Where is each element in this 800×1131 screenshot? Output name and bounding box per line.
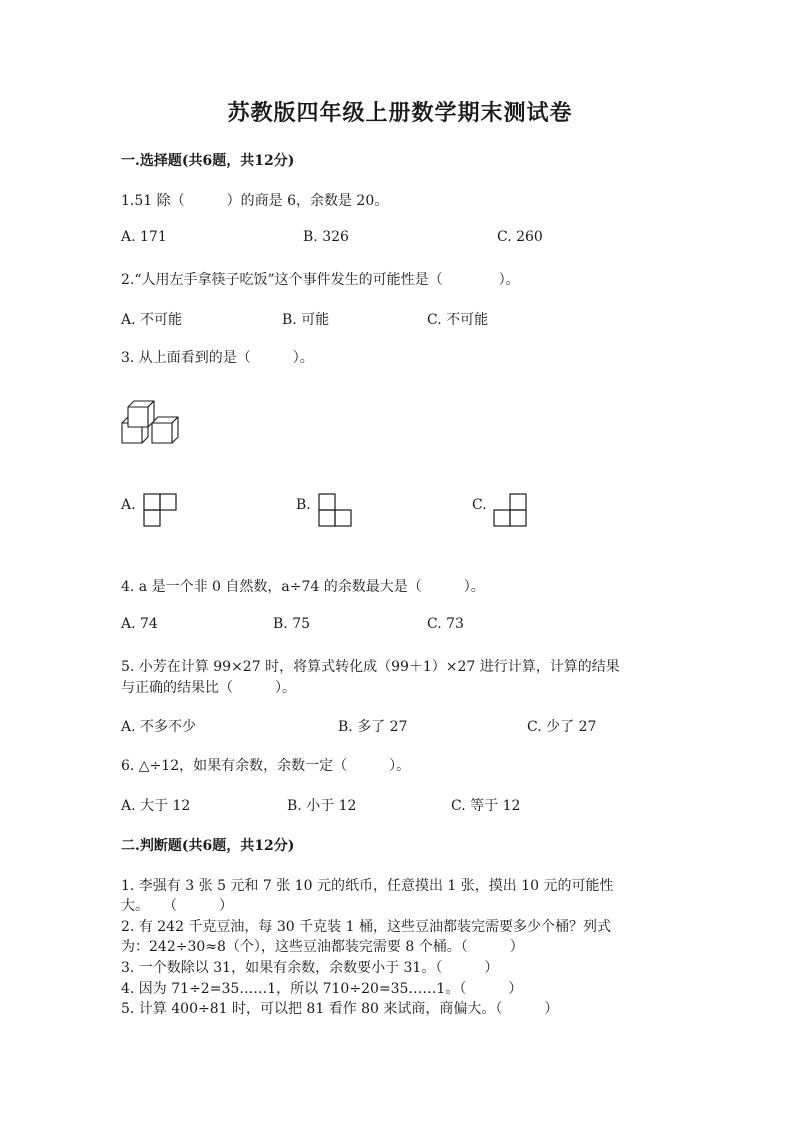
question-5-option-c: C. 少了 27 — [527, 719, 597, 735]
question-1-option-b: B. 326 — [303, 229, 349, 245]
page-title: 苏教版四年级上册数学期末测试卷 — [227, 100, 573, 126]
judge-3: 3. 一个数除以 31，如果有余数，余数要小于 31。（ ） — [121, 960, 499, 976]
question-4-text: 4. a 是一个非 0 自然数，a÷74 的余数最大是（ ）。 — [121, 579, 485, 595]
question-3-text: 3. 从上面看到的是（ ）。 — [121, 350, 314, 366]
question-5-text-line-1: 5. 小芳在计算 99×27 时，将算式转化成（99＋1）×27 进行计算，计算的结果 — [121, 659, 620, 675]
top-view-option-b — [318, 493, 353, 528]
judge-5: 5. 计算 400÷81 时，可以把 81 看作 80 来试商，商偏大。（ ） — [121, 1001, 559, 1017]
top-view-option-a — [143, 493, 178, 528]
question-5-option-a: A. 不多不少 — [121, 719, 197, 735]
judge-1-line-1: 1. 李强有 3 张 5 元和 7 张 10 元的纸币，任意摸出 1 张，摸出 10 元的可能性 — [121, 878, 614, 894]
question-3-option-b: B. — [296, 497, 311, 513]
question-2-option-c: C. 不可能 — [427, 312, 489, 328]
judge-2-line-2: 为：242÷30≈8（个），这些豆油都装完需要 8 个桶。（ ） — [121, 939, 524, 955]
question-6-text: 6. △÷12，如果有余数，余数一定（ ）。 — [121, 758, 411, 774]
question-1-option-a: A. 171 — [121, 229, 167, 245]
cube-stack-figure — [120, 399, 184, 447]
question-2-option-a: A. 不可能 — [121, 312, 183, 328]
judge-1-line-2: 大。 （ ） — [121, 898, 233, 914]
question-4-option-b: B. 75 — [273, 616, 311, 632]
top-view-option-c — [493, 493, 528, 528]
question-2-option-b: B. 可能 — [282, 312, 330, 328]
question-1-text: 1.51 除（ ）的商是 6，余数是 20。 — [121, 193, 389, 209]
question-6-option-c: C. 等于 12 — [451, 798, 521, 814]
question-4-option-c: C. 73 — [427, 616, 464, 632]
question-6-option-a: A. 大于 12 — [121, 798, 191, 814]
question-4-option-a: A. 74 — [121, 616, 158, 632]
question-3-option-c: C. — [472, 497, 487, 513]
question-2-text: 2.“人用左手拿筷子吃饭”这个事件发生的可能性是（ ）。 — [121, 272, 520, 288]
question-6-option-b: B. 小于 12 — [287, 798, 357, 814]
question-5-text-line-2: 与正确的结果比（ ）。 — [121, 680, 296, 696]
judge-4: 4. 因为 71÷2=35……1，所以 710÷20=35……1。（ ） — [121, 981, 523, 997]
section-1-heading: 一.选择题(共6题，共12分) — [121, 153, 295, 169]
question-1-option-c: C. 260 — [497, 229, 543, 245]
judge-2-line-1: 2. 有 242 千克豆油，每 30 千克装 1 桶，这些豆油都装完需要多少个桶？列式 — [121, 919, 611, 935]
section-2-heading: 二.判断题(共6题，共12分) — [121, 838, 295, 854]
question-3-option-a: A. — [121, 497, 136, 513]
question-5-option-b: B. 多了 27 — [338, 719, 408, 735]
